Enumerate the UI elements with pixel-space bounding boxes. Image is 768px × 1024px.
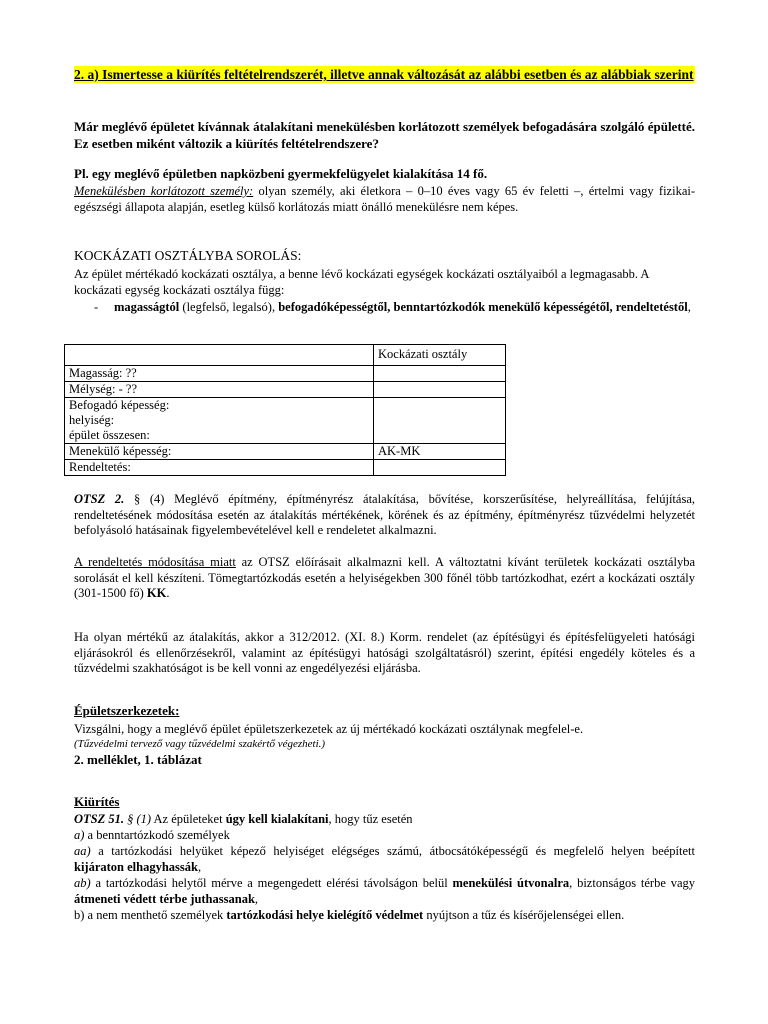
table-row: Magasság: ?? xyxy=(65,366,506,382)
change-paragraph: A rendeltetés módosítása miatt az OTSZ előírásait alkalmazni kell. A változtatni kívánt területek kockázati osztályba sorolását el kell készíteni. Tömegtartózkodás esetén a helyiségekben 300 főnél több tartózkodhat, ezért a kockázati osztály (301-1500 fő) KK. xyxy=(74,555,695,600)
definition-term: Menekülésben korlátozott személy: xyxy=(74,184,254,198)
risk-section-title: KOCKÁZATI OSZTÁLYBA SOROLÁS: xyxy=(74,248,302,263)
evacuation-line-1: OTSZ 51. § (1) Az épületeket úgy kell kialakítani, hogy tűz esetén xyxy=(74,812,413,826)
otsz2-paragraph: OTSZ 2. § (4) Meglévő építmény, építményrész átalakítása, bővítése, korszerűsítése, helyreállítása, felújítása, rendeltetésének módosítása esetén az átalakítás mértékének, körének és az építmény, építményrész tűzvédelmi helyzetét befolyásoló hatásainak figyelembevételével kell e rendeletet alkalmazni. xyxy=(74,492,695,537)
table-row: Mélység: - ?? xyxy=(65,382,506,398)
otsz2-ref: OTSZ 2. xyxy=(74,492,125,506)
evacuation-item-aa: aa) a tartózkodási helyüket képező helyiséget elégséges számú, átbocsátóképességű és megfelelő helyen beépített kijáraton elhagyhassák, xyxy=(74,844,695,874)
risk-bullet: - magasságtól (legfelső, legalsó), befogadóképességtől, benntartózkodók menekülő képességétől, rendeltetéstől, xyxy=(94,300,691,314)
table-row: Befogadó képesség: helyiség: épület összesen: xyxy=(65,398,506,444)
permit-paragraph: Ha olyan mértékű az átalakítás, akkor a 312/2012. (XI. 8.) Korm. rendelet (az építésügyi és építésfelügyeleti hatósági eljárásokról és ellenőrzésekről, valamint az építésügyi hatósági szolgáltatásról) szerint, építési engedély köteles és a tűzvédelmi szakhatóságot is be kell vonni az engedélyezési eljárásba. xyxy=(74,630,695,675)
definition-paragraph xyxy=(74,184,695,215)
definition-text: olyan személy, aki életkora – 0–10 éves vagy 65 év feletti –, értelmi vagy fizikai-egészségi állapota alapján, esetleg külső korlátozás miatt önálló menekülésre nem képes. xyxy=(74,184,695,214)
evacuation-item-b: b) a nem menthető személyek tartózkodási helye kielégítő védelmet nyújtson a tűz és kísérőjelenségei ellen. xyxy=(74,908,625,922)
structures-title: Épületszerkezetek: xyxy=(74,703,180,718)
structures-note: (Tűzvédelmi tervező vagy tűzvédelmi szakértő végezheti.) xyxy=(74,738,326,750)
risk-section-intro: Az épület mértékadó kockázati osztálya, a benne lévő kockázati egységek kockázati osztályaiból a legmagasabb. A kockázati egység kockázati osztálya függ: xyxy=(74,267,649,297)
question-heading: 2. a) Ismertesse a kiürítés feltételrendszerét, illetve annak változását az alábbi esetben és az alábbiak szerint xyxy=(74,67,694,82)
example-line: Pl. egy meglévő épületben napközbeni gyermekfelügyelet kialakítása 14 fő. xyxy=(74,166,488,181)
table-header-row xyxy=(65,345,506,366)
risk-class-table xyxy=(64,344,506,476)
evacuation-item-a: a) a benntartózkodó személyek xyxy=(74,828,230,842)
table-header-cell: Kockázati osztály xyxy=(374,345,506,366)
structures-text: Vizsgálni, hogy a meglévő épület épületszerkezetek az új mértékadó kockázati osztálynak megfelel-e. xyxy=(74,722,584,736)
question-text: Már meglévő épületet kívánnak átalakítani menekülésben korlátozott személyek befogadására szolgáló épületté. Ez esetben miként változik a kiürítés feltételrendszere? xyxy=(74,119,695,151)
table-row: Menekülő képesség: AK-MK xyxy=(65,444,506,460)
structures-ref: 2. melléklet, 1. táblázat xyxy=(74,752,202,767)
evacuation-item-ab: ab) a tartózkodási helytől mérve a megengedett elérési távolságon belül menekülési útvonalra, biztonságos térbe vagy átmeneti védett térbe juthassanak, xyxy=(74,876,695,906)
evacuation-title: Kiürítés xyxy=(74,794,120,809)
bullet-marker: - xyxy=(94,300,99,314)
table-row: Rendeltetés: xyxy=(65,460,506,476)
